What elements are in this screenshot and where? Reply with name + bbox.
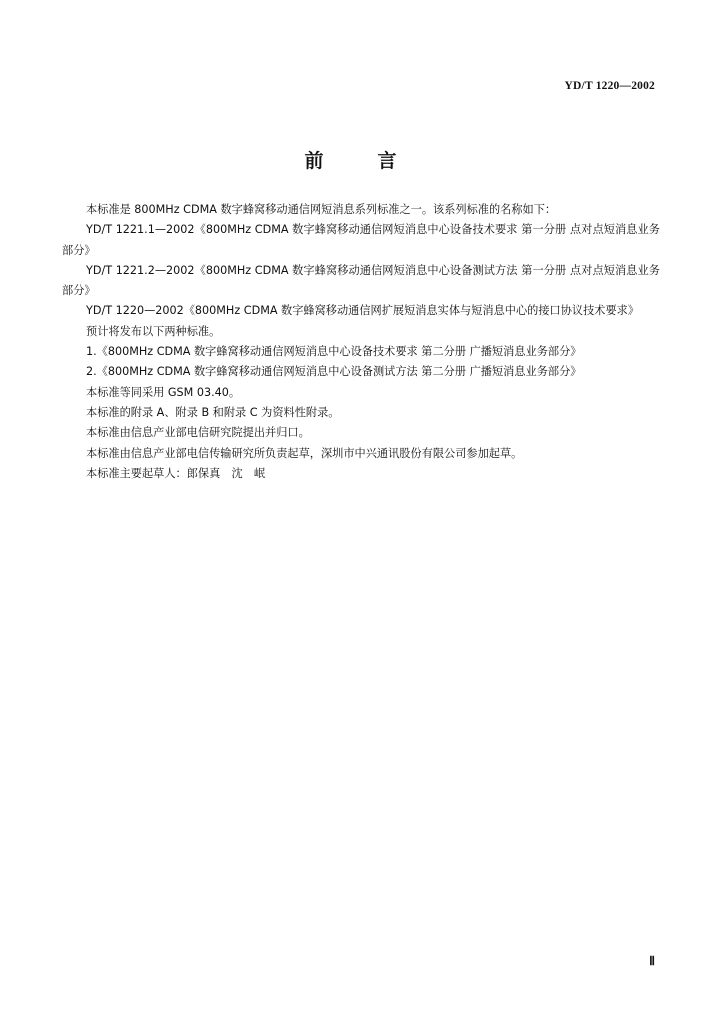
paragraph-proposer: 本标准由信息产业部电信研究院提出并归口。 bbox=[86, 426, 310, 440]
paragraph-authors: 本标准主要起草人：郎保真 沈 岷 bbox=[86, 466, 266, 480]
paragraph-standard-3: YD/T 1220—2002《800MHz CDMA 数字蜂窝移动通信网扩展短消息实体与短消息中心的接口协议技术要求》 bbox=[86, 304, 640, 318]
paragraph-planned-1: 1.《800MHz CDMA 数字蜂窝移动通信网短消息中心设备技术要求 第二分册 广播短消息业务部分》 bbox=[86, 345, 582, 359]
page-title bbox=[0, 146, 701, 173]
standard-code-header: YD/T 1220—2002 bbox=[564, 80, 655, 92]
paragraph-standard-2: YD/T 1221.2—2002《800MHz CDMA 数字蜂窝移动通信网短消息中心设备测试方法 第一分册 点对点短消息业务部分》 bbox=[62, 263, 660, 298]
paragraph-adoption: 本标准等同采用 GSM 03.40。 bbox=[86, 385, 241, 399]
page-number: Ⅱ bbox=[649, 954, 655, 968]
paragraph-intro: 本标准是 800MHz CDMA 数字蜂窝移动通信网短消息系列标准之一。该系列标准的名称如下： bbox=[86, 203, 557, 216]
title-char-right: 言 bbox=[377, 150, 397, 172]
title-char-left: 前 bbox=[304, 150, 324, 172]
paragraph-planned-2: 2.《800MHz CDMA 数字蜂窝移动通信网短消息中心设备测试方法 第二分册 广播短消息业务部分》 bbox=[86, 365, 582, 379]
paragraph-appendix: 本标准的附录 A、附录 B 和附录 C 为资料性附录。 bbox=[86, 405, 340, 419]
paragraph-planned: 预计将发布以下两种标准。 bbox=[86, 324, 221, 338]
foreword-body bbox=[62, 200, 660, 484]
paragraph-drafter: 本标准由信息产业部电信传输研究所负责起草，深圳市中兴通讯股份有限公司参加起草。 bbox=[86, 446, 523, 460]
paragraph-standard-1: YD/T 1221.1—2002《800MHz CDMA 数字蜂窝移动通信网短消息中心设备技术要求 第一分册 点对点短消息业务部分》 bbox=[62, 223, 660, 257]
